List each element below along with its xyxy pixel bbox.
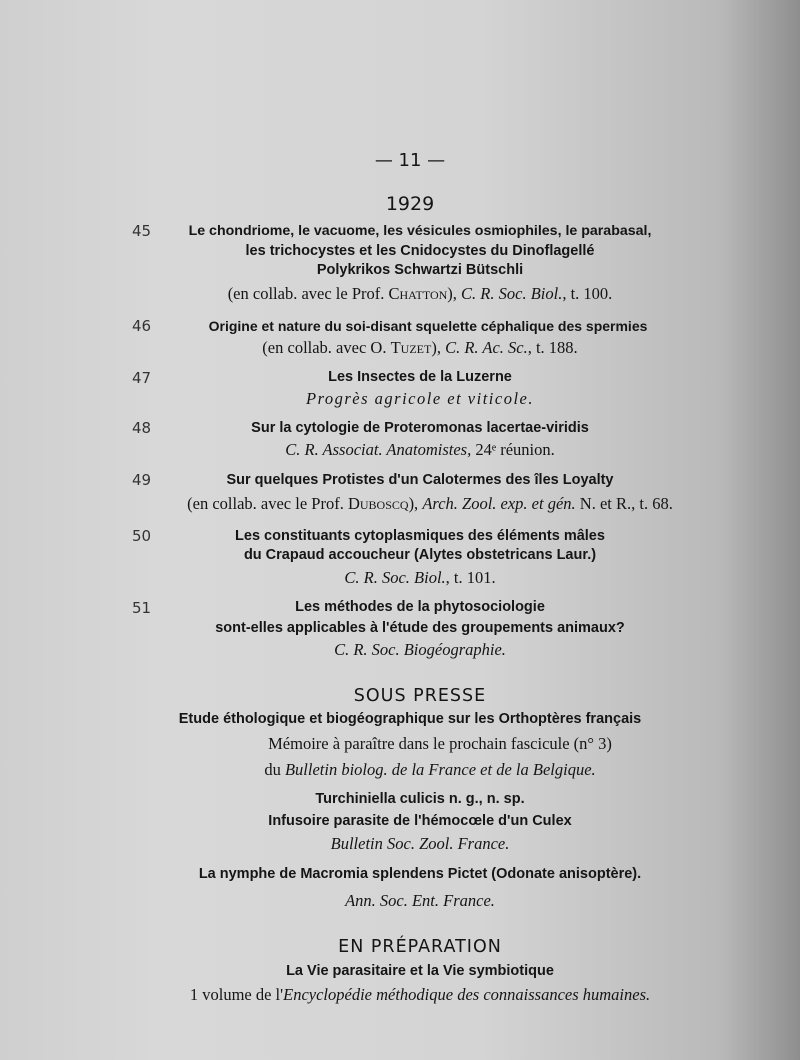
entry-title-line: Sur quelques Protistes d'un Calotermes des îles Loyalty (226, 472, 614, 488)
journal-name: C. R. Soc. Biogéographie. (334, 640, 506, 659)
entry-title-line: Turchiniella culicis n. g., n. sp. (315, 791, 525, 807)
entry-citation (100, 568, 740, 588)
citation-text: ), (431, 338, 446, 357)
citation-text: (en collab. avec le Prof. (187, 494, 348, 513)
entry-citation (120, 734, 760, 754)
section-heading-sous-presse: SOUS PRESSE (353, 686, 487, 706)
citation-text: 1 volume de l' (189, 985, 284, 1004)
entry-citation (100, 891, 740, 911)
entry-title-line: Infusoire parasite de l'hémocœle d'un Culex (268, 813, 572, 829)
entry-citation (100, 338, 740, 358)
citation-text: , t. 188. (527, 338, 578, 357)
journal-name: Arch. Zool. exp. et gén. (422, 494, 576, 513)
entry-citation (110, 494, 750, 514)
entry-citation (100, 440, 740, 460)
entry-number: 45 (132, 222, 152, 240)
entry-title-line: Etude éthologique et biogéographique sur les Orthoptères français (178, 711, 642, 727)
entry-number: 46 (132, 317, 152, 335)
citation-text: (en collab. avec le Prof. (227, 284, 389, 303)
entry-number: 48 (132, 419, 152, 437)
coauthor-name: Tuzet (390, 338, 432, 357)
citation-text: du (264, 760, 285, 779)
entry-number: 47 (132, 369, 152, 387)
citation-text: ), (408, 494, 423, 513)
entry-title-line: sont-elles applicables à l'étude des groupements animaux? (215, 620, 625, 636)
journal-name: C. R. Soc. Biol. (461, 284, 563, 303)
section-heading-en-preparation: EN PRÉPARATION (338, 937, 502, 957)
journal-name: Bulletin biolog. de la France et de la Belgique. (284, 760, 596, 779)
entry-citation (100, 389, 740, 409)
entry-title-line: Les constituants cytoplasmiques des éléments mâles (235, 528, 605, 544)
entry-number: 50 (132, 527, 152, 545)
citation-text: 24ᵉ réunion. (471, 440, 555, 459)
citation-text: N. et R., t. 68. (575, 494, 673, 513)
citation-text: , t. 101. (445, 568, 496, 587)
entry-citation (100, 640, 740, 660)
journal-name: C. R. Associat. Anatomistes, (285, 440, 472, 459)
entry-number: 49 (132, 471, 152, 489)
entry-title-line: du Crapaud accoucheur (Alytes obstetricans Laur.) (243, 547, 597, 563)
entry-title-line: les trichocystes et les Cnidocystes du Dinoflagellé (245, 243, 595, 259)
entry-title-line: La Vie parasitaire et la Vie symbiotique (286, 963, 554, 979)
coauthor-name: Duboscq (347, 494, 409, 513)
journal-name: Encyclopédie méthodique des connaissances humaines. (283, 985, 651, 1004)
entry-citation (100, 985, 740, 1005)
citation-text: , t. 100. (562, 284, 613, 303)
entry-title-line: La nymphe de Macromia splendens Pictet (Odonate anisoptère). (198, 866, 642, 882)
entry-title-line: Sur la cytologie de Proteromonas lacertae-viridis (251, 420, 589, 436)
entry-title-line: Le chondriome, le vacuome, les vésicules osmiophiles, le parabasal, (188, 223, 652, 239)
journal-name: Bulletin Soc. Zool. France. (330, 834, 510, 853)
entry-title-line: Origine et nature du soi-disant squelette céphalique des spermies (208, 318, 648, 334)
entry-title-line: Les Insectes de la Luzerne (328, 369, 512, 385)
entry-number: 51 (132, 599, 152, 617)
coauthor-name: Chatton (388, 284, 448, 303)
entry-title-line: Polykrikos Schwartzi Bütschli (316, 262, 524, 278)
entry-citation (100, 834, 740, 854)
entry-citation (110, 760, 750, 780)
year-heading: 1929 (385, 193, 435, 215)
entry-citation (100, 284, 740, 304)
citation-text: ), (447, 284, 462, 303)
journal-name: Ann. Soc. Ent. France. (345, 891, 495, 910)
citation-text: (en collab. avec O. (262, 338, 391, 357)
journal-name: C. R. Ac. Sc. (445, 338, 528, 357)
journal-name: C. R. Soc. Biol. (344, 568, 446, 587)
citation-text: Mémoire à paraître dans le prochain fascicule (n° 3) (268, 734, 612, 753)
journal-name: Progrès agricole et viticole. (305, 389, 534, 408)
entry-title-line: Les méthodes de la phytosociologie (295, 599, 545, 615)
page-number: — 11 — (374, 150, 446, 171)
